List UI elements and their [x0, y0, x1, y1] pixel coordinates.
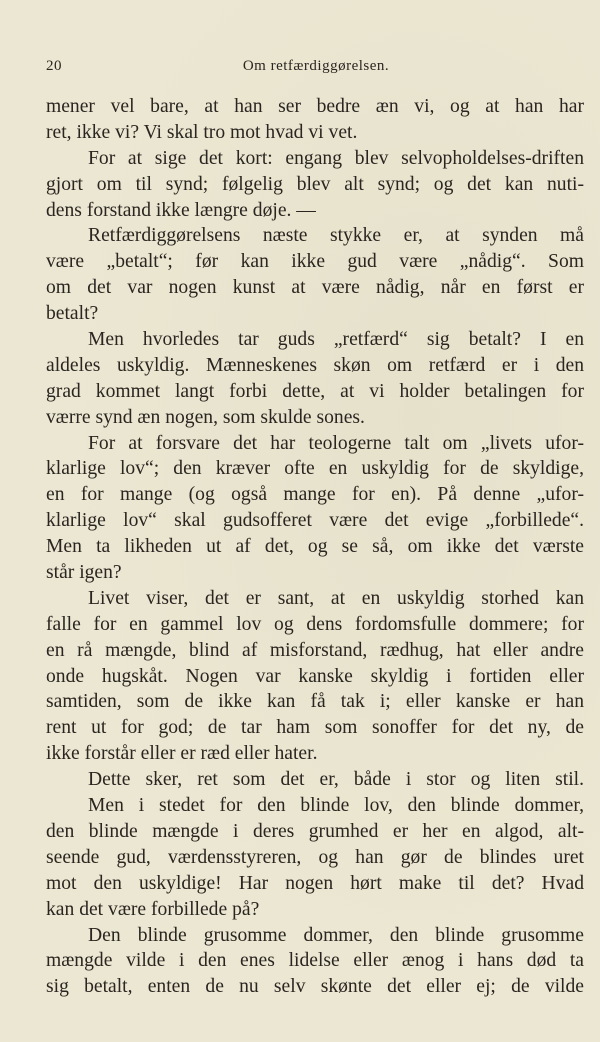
text-line: Den blinde grusomme dommer, den blinde grusomme	[88, 924, 584, 946]
text-line: aldeles uskyldig. Mænneskenes skøn om retfærd er i den	[46, 354, 584, 376]
text-line: klarlige lov“ skal gudsofferet være det evige „forbillede“.	[46, 510, 584, 532]
text-line: sig betalt, enten de nu selv skønte det eller ej; de vilde	[46, 976, 584, 998]
text-line: grad kommet langt forbi dette, at vi holder betalingen for	[46, 380, 584, 402]
text-line: Men ta likheden ut af det, og se så, om ikke det værste	[46, 536, 584, 558]
text-line: falle for en gammel lov og dens fordomsfulle dommere; for	[46, 613, 584, 635]
text-line: Men i stedet for den blinde lov, den blinde dommer,	[88, 795, 584, 817]
text-line: seende gud, værdensstyreren, og han gør de blindes uret	[46, 846, 584, 868]
page-number: 20	[46, 58, 62, 74]
text-line: samtiden, som de ikke kan få tak i; eller kanske er han	[46, 691, 584, 713]
text-line: mot den uskyldige! Har nogen hørt make til det? Hvad	[46, 872, 584, 894]
text-line: ret, ikke vi? Vi skal tro mot hvad vi vet.	[46, 121, 358, 143]
page-header	[46, 58, 586, 80]
text-line: dens forstand ikke længre døje. —	[46, 199, 316, 221]
text-line: klarlige lov“; den kræver ofte en uskyldig for de skyldige,	[46, 458, 584, 480]
text-line: Retfærdiggørelsens næste stykke er, at synden må	[88, 225, 584, 247]
text-line: onde hugskåt. Nogen var kanske skyldig i fortiden eller	[46, 665, 584, 687]
text-line: For at forsvare det har teologerne talt om „livets ufor-	[88, 432, 584, 454]
text-line: om det var nogen kunst at være nådig, når en først er	[46, 277, 584, 299]
text-line: mængde vilde i den enes lidelse eller ænog i hans død ta	[46, 950, 584, 972]
text-line: en rå mængde, blind af misforstand, rædhug, hat eller andre	[46, 639, 584, 661]
text-line: kan det være forbillede på?	[46, 898, 260, 920]
text-line: Men hvorledes tar guds „retfærd“ sig betalt? I en	[88, 329, 584, 351]
text-line: betalt?	[46, 303, 99, 325]
text-line: den blinde mængde i deres grumhed er her en algod, alt-	[46, 820, 584, 842]
text-line: en for mange (og også mange for en). På denne „ufor-	[46, 484, 584, 506]
text-line: ikke forstår eller er ræd eller hater.	[46, 743, 318, 765]
text-line: rent ut for god; de tar ham som sonoffer for det ny, de	[46, 717, 584, 739]
text-line: Dette sker, ret som det er, både i stor og liten stil.	[88, 769, 584, 791]
text-line: Livet viser, det er sant, at en uskyldig storhed kan	[88, 587, 584, 609]
text-line: står igen?	[46, 562, 122, 584]
text-line: være „betalt“; før kan ikke gud være „nådig“. Som	[46, 251, 584, 273]
text-line: værre synd æn nogen, som skulde sones.	[46, 406, 365, 428]
text-line: For at sige det kort: engang blev selvopholdelses-driften	[88, 147, 584, 169]
text-line: gjort om til synd; følgelig blev alt synd; og det kan nuti-	[46, 173, 584, 195]
running-title: Om retfærdiggørelsen.	[242, 58, 390, 74]
body-text	[46, 94, 584, 1000]
text-line: mener vel bare, at han ser bedre æn vi, og at han har	[46, 96, 584, 117]
